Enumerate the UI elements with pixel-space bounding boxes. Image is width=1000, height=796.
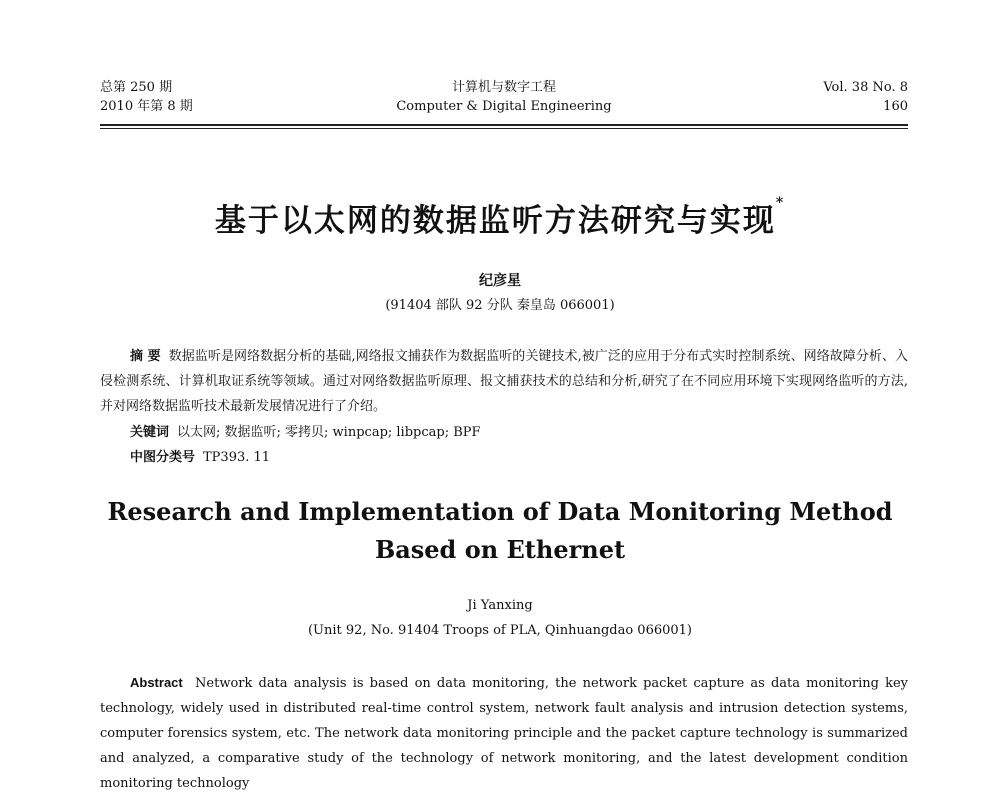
journal-name-en: Computer & Digital Engineering	[396, 99, 612, 114]
abstract-en	[100, 670, 908, 796]
affiliation-cn: (91404 部队 92 分队 秦皇岛 066001)	[385, 298, 615, 313]
title-en-line2: Based on Ethernet	[374, 535, 626, 564]
classification-code: TP393. 11	[203, 450, 271, 465]
paper-title-cn	[0, 195, 1000, 240]
journal-name-cn: 计算机与数字工程	[451, 80, 556, 95]
issue-total: 总第 250 期	[100, 80, 173, 95]
header-rule-thick	[100, 124, 908, 126]
keywords-label-cn: 关键词	[130, 425, 170, 440]
classification-cn	[130, 446, 270, 465]
header-rule-thin	[100, 128, 908, 129]
title-text-cn: 基于以太网的数据监听方法研究与实现	[214, 203, 776, 239]
keywords-cn	[130, 421, 481, 440]
author-name-cn: 纪彦星	[479, 273, 521, 289]
affiliation-en: (Unit 92, No. 91404 Troops of PLA, Qinhuangdao 066001)	[307, 623, 693, 638]
title-en-line1: Research and Implementation of Data Monitoring Method	[107, 497, 893, 526]
title-footnote-mark: *	[775, 195, 786, 211]
abstract-cn	[100, 344, 908, 419]
page-number: 160	[883, 99, 908, 114]
abstract-label-en: Abstract	[130, 675, 183, 690]
abstract-text-en: Network data analysis is based on data monitoring, the network packet capture as data monitoring key technology, widely used in distributed real-time control system, network fault analysis and intrusion detection systems, computer forensics system, etc. The network data monitoring principle and the packet capture technology is summarized and analyzed, a comparative study of the technology of network monitoring, and the latest development condition monitoring technology	[100, 676, 908, 791]
abstract-text-cn: 数据监听是网络数据分析的基础,网络报文捕获作为数据监听的关键技术,被广泛的应用于分布式实时控制系统、网络故障分析、入侵检测系统、计算机取证系统等领域。通过对网络数据监听原理、报文捕获技术的总结和分析,研究了在不同应用环境下实现网络监听的方法,并对网络数据监听技术最新发展情况进行了介绍。	[100, 349, 909, 414]
keywords-text-cn: 以太网; 数据监听; 零拷贝; winpcap; libpcap; BPF	[177, 425, 481, 440]
author-name-en: Ji Yanxing	[467, 598, 533, 613]
page-header	[100, 78, 908, 124]
issue-date: 2010 年第 8 期	[100, 99, 193, 114]
journal-name	[100, 78, 908, 116]
volume-info	[823, 78, 908, 116]
abstract-label-cn: 摘 要	[130, 349, 161, 364]
classification-label-cn: 中图分类号	[130, 450, 196, 465]
volume-number: Vol. 38 No. 8	[823, 80, 908, 95]
paper-title-en	[0, 493, 1000, 569]
